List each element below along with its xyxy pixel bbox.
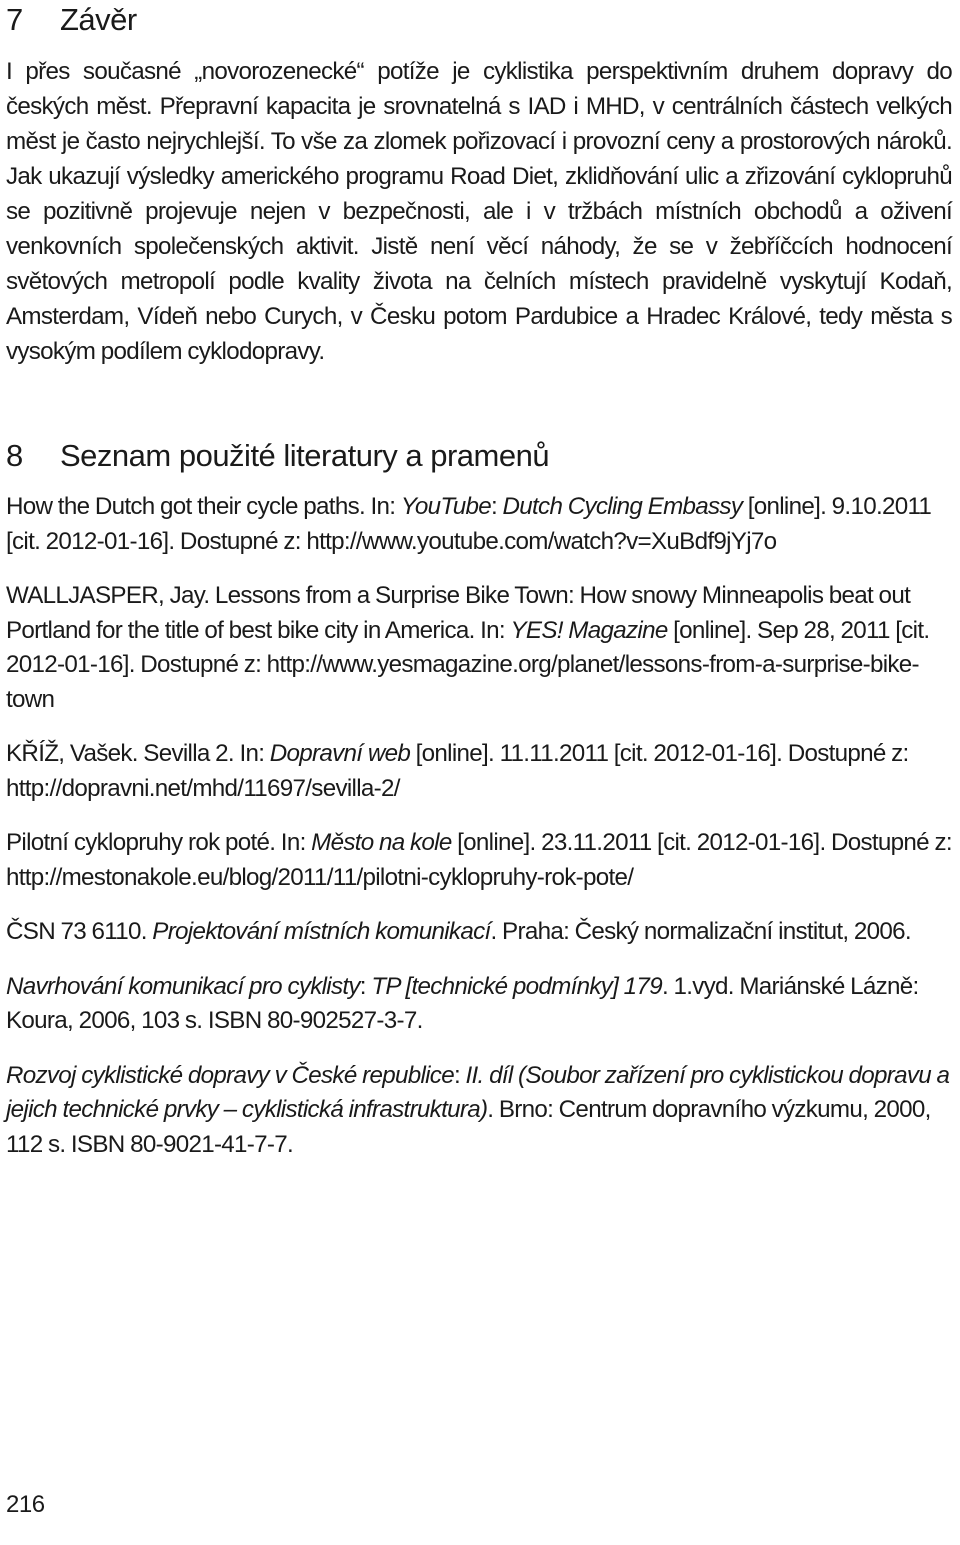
reference-item [6, 826, 952, 895]
reference-item [6, 579, 952, 717]
reference-text: : [359, 972, 372, 1000]
reference-italic: YES! Magazine [510, 616, 668, 644]
reference-text: ČSN 73 6110. [6, 918, 153, 945]
reference-text: : [453, 1061, 466, 1089]
reference-item [6, 737, 952, 806]
document-page [6, 0, 954, 1545]
reference-text: Pilotní cyklopruhy rok poté. In: [6, 829, 312, 856]
reference-text: . 1.vyd. Mariánské Lázně: Koura, 2006, 103 s. ISBN 80-902527-3-7. [6, 972, 919, 1034]
section-7-heading [6, 0, 137, 40]
reference-text: [online]. 11.11.2011 [cit. 2012-01-16]. Dostupné z: http://dopravni.net/mhd/11697/sevilla-2/ [6, 740, 909, 802]
section-7-title: Závěr [60, 2, 137, 37]
reference-text: : [490, 493, 503, 520]
reference-text: [online]. Sep 28, 2011 [cit. 2012-01-16]. Dostupné z: http://www.yesmagazine.org/planet/lessons-from-a-surprise-bike-town [6, 616, 930, 713]
reference-italic: Město na kole [311, 829, 452, 856]
reference-item [6, 915, 952, 950]
reference-italic: II. díl (Soubor zařízení pro cyklistickou dopravu a jejich technické prvky – cyklistická infrastruktura) [6, 1061, 950, 1123]
reference-item [6, 970, 952, 1039]
reference-item [6, 1059, 952, 1163]
reference-italic: YouTube [400, 493, 491, 520]
reference-text: WALLJASPER, Jay. Lessons from a Surprise Bike Town: How snowy Minneapolis beat out Portland for the title of best bike city in America. In: [6, 582, 911, 644]
section-8-number: 8 [6, 438, 23, 473]
reference-text: How the Dutch got their cycle paths. In: [6, 493, 401, 520]
reference-italic: Navrhování komunikací pro cyklisty [6, 972, 360, 1000]
reference-italic: Rozvoj cyklistické dopravy v České republice [6, 1061, 454, 1089]
reference-text: . Brno: Centrum dopravního výzkumu, 2000, 112 s. ISBN 80-9021-41-7-7. [6, 1096, 931, 1158]
reference-italic: Projektování místních komunikací [152, 918, 491, 945]
section-8-title: Seznam použité literatury a pramenů [60, 438, 550, 473]
conclusion-paragraph: I přes současné „novorozenecké“ potíže je cyklistika perspektivním druhem dopravy do českých měst. Přepravní kapacita je srovnatelná s IAD i MHD, v centrálních částech velkých měst je často nejrychlejší. To vše za zlomek pořizovací i provozní ceny a prostorových nároků. Jak ukazují výsledky amerického programu Road Diet, zklidňování ulic a zřizování cyklopruhů se pozitivně projevuje nejen v bezpečnosti, ale i v tržbách místních obchodů a oživení venkovních společenských aktivit. Jistě není věcí náhody, že se v žebříčcích hodnocení světových metropolí podle kvality života na čelních místech pravidelně vyskytují Kodaň, Amsterdam, Vídeň nebo Curych, v Česku potom Pardubice a Hradec Králové, tedy města s vysokým podílem cyklodopravy. [6, 58, 952, 365]
reference-text: [online]. 9.10.2011 [cit. 2012-01-16]. Dostupné z: http://www.youtube.com/watch?v=XuBdf9jYj7o [6, 493, 932, 555]
reference-list [6, 490, 952, 1182]
reference-text: . Praha: Český normalizační institut, 2006. [490, 918, 911, 945]
reference-italic: Dutch Cycling Embassy [502, 493, 743, 520]
reference-italic: TP [technické podmínky] 179 [371, 972, 662, 1000]
page-number: 216 [6, 1491, 45, 1518]
reference-text: [online]. 23.11.2011 [cit. 2012-01-16]. Dostupné z: http://mestonakole.eu/blog/2011/11/pilotni-cyklopruhy-rok-pote/ [6, 829, 952, 891]
reference-italic: Dopravní web [269, 740, 411, 767]
section-7-number: 7 [6, 2, 23, 37]
reference-text: KŘÍŽ, Vašek. Sevilla 2. In: [6, 740, 270, 767]
section-8-heading [6, 434, 549, 478]
reference-item [6, 490, 952, 559]
